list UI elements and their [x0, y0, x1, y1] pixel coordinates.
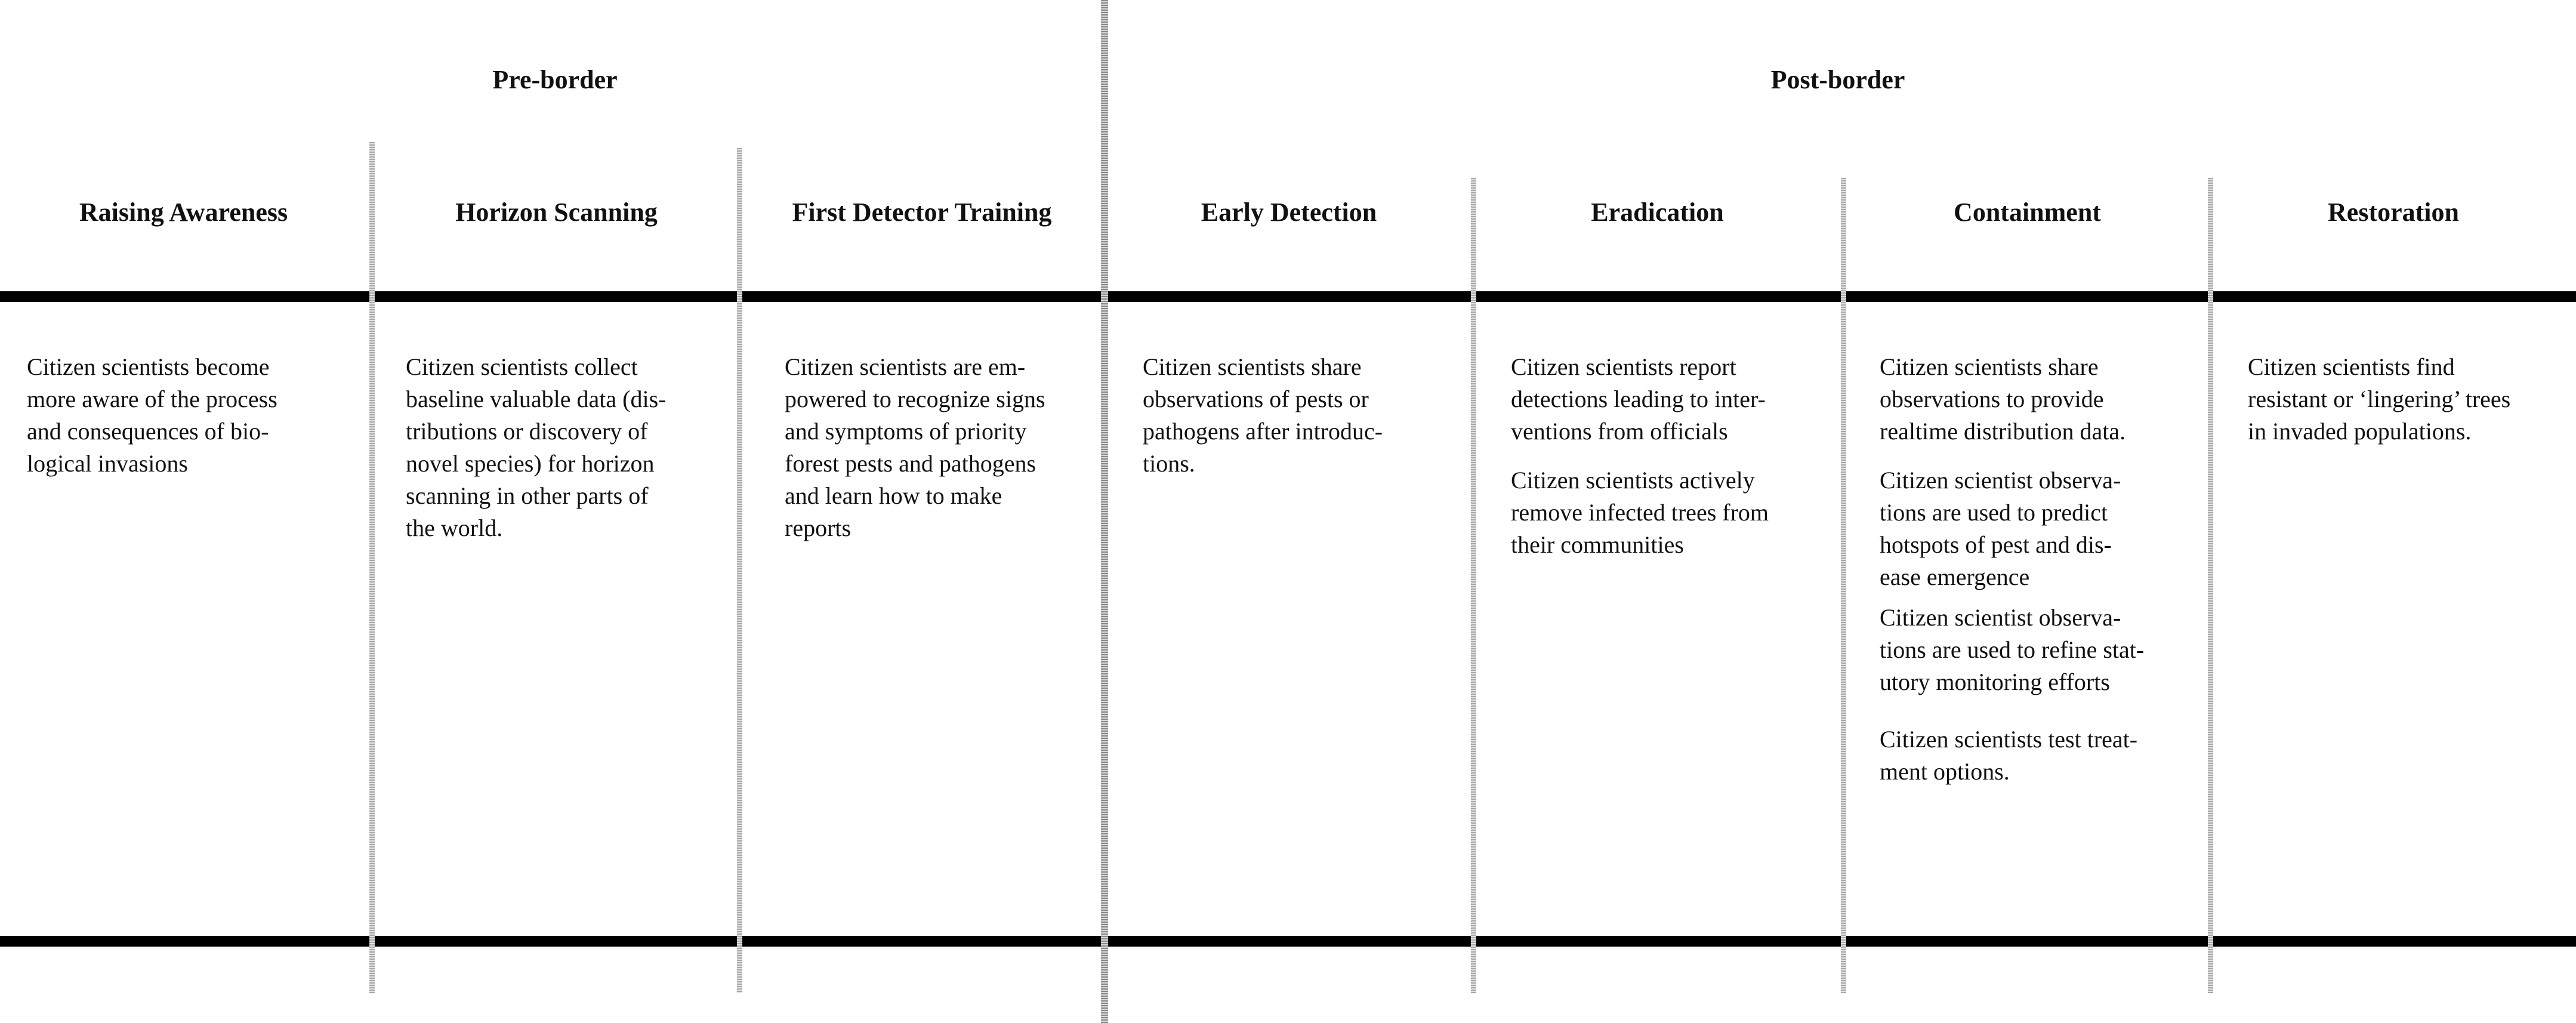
- column-title-horizon-scanning: Horizon Scanning: [455, 198, 658, 227]
- cell-paragraph: Citizen scientists collect baseline valuable data (dis- tributions or discovery of novel species) for horizon scanning in other parts of the world.: [406, 353, 667, 541]
- cell-paragraph: Citizen scientists test treat- ment options.: [1880, 726, 2138, 785]
- separator-6: [2208, 178, 2213, 993]
- cell-paragraph: Citizen scientist observa- tions are used to predict hotspots of pest and dis- ease emergence: [1880, 467, 2121, 590]
- cell-paragraph: Citizen scientists find resistant or ‘lingering’ trees in invaded populations.: [2248, 353, 2511, 445]
- cell-containment: [1880, 351, 2205, 788]
- separator-4: [1471, 178, 1476, 993]
- cell-raising-awareness: [27, 351, 361, 480]
- column-title-restoration: Restoration: [2328, 198, 2459, 227]
- cell-paragraph: Citizen scientist observa- tions are used to refine stat- utory monitoring efforts: [1880, 604, 2145, 695]
- cell-paragraph: Citizen scientists are em- powered to recognize signs and symptoms of priority forest pests and pathogens and learn how to make reports: [785, 353, 1045, 541]
- cell-restoration: [2248, 351, 2573, 448]
- group-title-post-border: Post-border: [1770, 65, 1905, 94]
- cell-early-detection: [1143, 351, 1468, 480]
- separator-1: [369, 142, 375, 993]
- column-title-raising-awareness: Raising Awareness: [79, 198, 288, 227]
- cell-paragraph: Citizen scientists share observations of pests or pathogens after introduc- tions.: [1143, 353, 1383, 477]
- column-title-early-detection: Early Detection: [1201, 198, 1377, 227]
- table-bottom-rule: [0, 936, 2576, 947]
- cell-paragraph: Citizen scientists actively remove infected trees from their communities: [1511, 467, 1769, 558]
- separator-pre-post-border: [1101, 0, 1108, 1023]
- cell-paragraph: Citizen scientists report detections leading to inter- ventions from officials: [1511, 353, 1766, 445]
- cell-horizon-scanning: [406, 351, 734, 544]
- separator-5: [1841, 178, 1846, 993]
- column-title-containment: Containment: [1954, 198, 2101, 227]
- group-title-pre-border: Pre-border: [492, 65, 618, 94]
- column-title-first-detector-training: First Detector Training: [792, 198, 1052, 227]
- cell-eradication: [1511, 351, 1839, 561]
- column-title-eradication: Eradication: [1591, 198, 1724, 227]
- separator-2: [737, 148, 742, 993]
- cell-first-detector-training: [785, 351, 1101, 544]
- table-top-rule: [0, 291, 2576, 302]
- cell-paragraph: Citizen scientists share observations to provide realtime distribution data.: [1880, 353, 2126, 445]
- cell-paragraph: Citizen scientists become more aware of the process and consequences of bio- logical invasions: [27, 353, 277, 477]
